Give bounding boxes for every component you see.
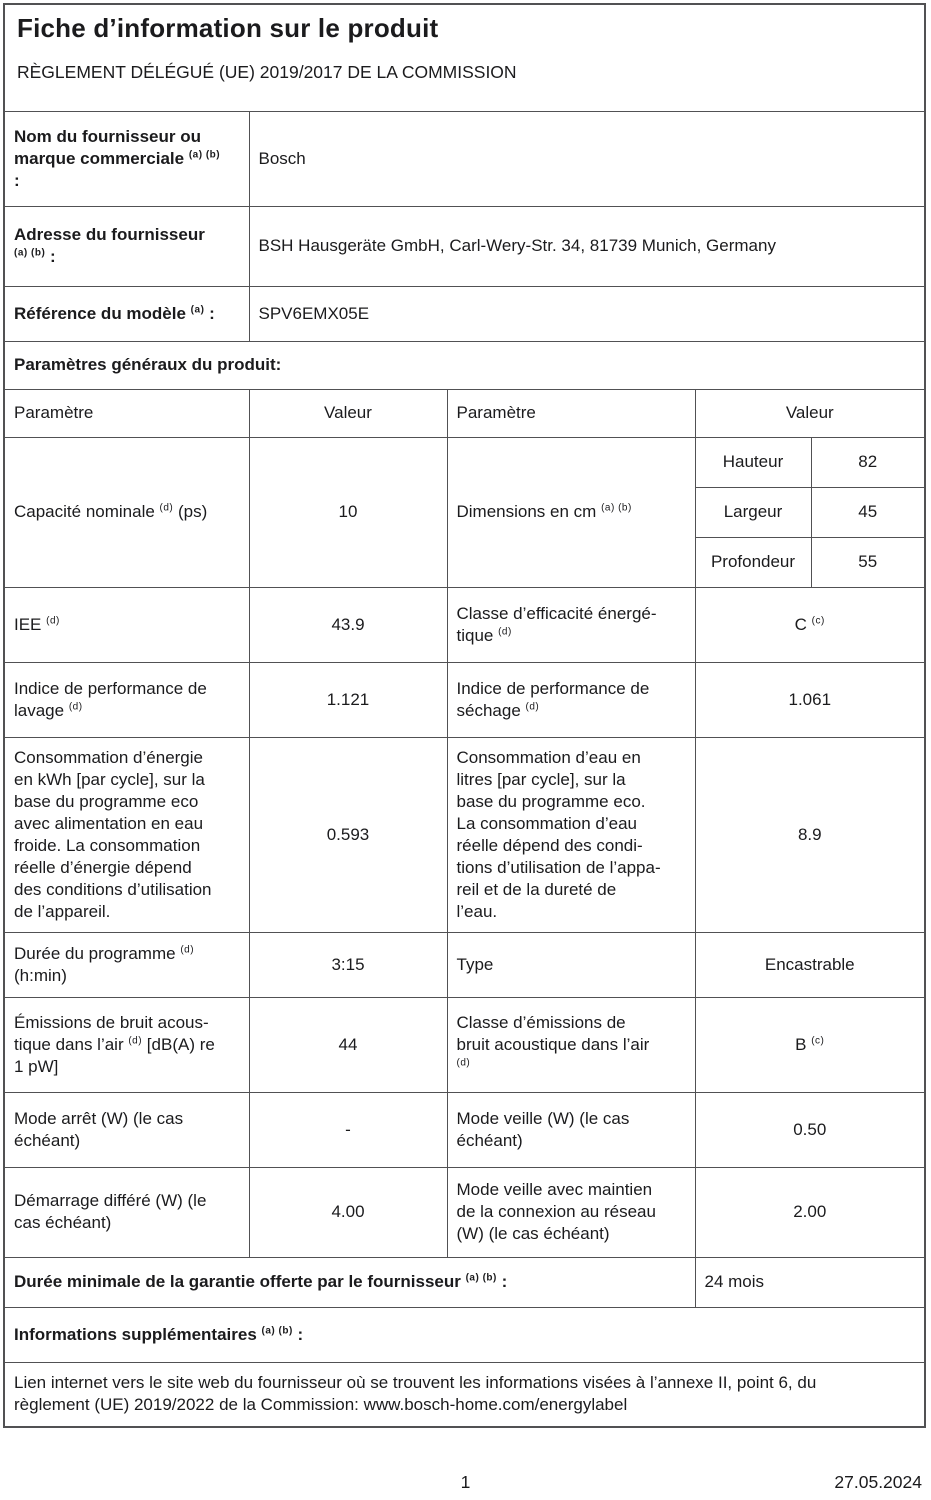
regulation-subtitle: RÈGLEMENT DÉLÉGUÉ (UE) 2019/2017 DE LA COMMISSION bbox=[17, 62, 517, 82]
supplier-name-row bbox=[4, 111, 925, 206]
noise-class-value: B $^{(c)}$ bbox=[695, 997, 925, 1092]
energy-class-label: Classe d’efficacité énergé- tique $^{(d)}$ bbox=[447, 587, 695, 662]
performance-index-row bbox=[4, 662, 925, 737]
dimension-depth-label: Profondeur bbox=[695, 537, 811, 587]
page-title: Fiche d’information sur le produit bbox=[17, 13, 439, 43]
networked-standby-label: Mode veille avec maintien de la connexion au réseau (W) (le cas échéant) bbox=[447, 1167, 695, 1257]
title-cell bbox=[4, 4, 925, 111]
water-consumption-label: Consommation d’eau en litres [par cycle], sur la base du programme eco. La consommation d’eau réelle dépend des condi- tions d’utilisation de l’appa- reil et de la dureté de l’eau. bbox=[447, 737, 695, 932]
delayed-start-label: Démarrage différé (W) (le cas échéant) bbox=[4, 1167, 249, 1257]
section-header-row bbox=[4, 341, 925, 389]
model-reference-label: Référence du modèle $^{(a)}$ : bbox=[4, 286, 249, 341]
delayed-start-value: 4.00 bbox=[249, 1167, 447, 1257]
link-note-text: Lien internet vers le site web du fournisseur où se trouvent les informations visées à l’annexe II, point 6, du règlement (UE) 2019/2022 de la Commission: www.bosch-home.com/energylabel bbox=[4, 1362, 925, 1427]
dimension-depth-value: 55 bbox=[811, 537, 925, 587]
column-header-row bbox=[4, 389, 925, 437]
type-label: Type bbox=[447, 932, 695, 997]
programme-duration-value: 3:15 bbox=[249, 932, 447, 997]
document-date: 27.05.2024 bbox=[834, 1472, 922, 1492]
programme-duration-label: Durée du programme $^{(d)}$ (h:min) bbox=[4, 932, 249, 997]
title-row bbox=[4, 4, 925, 111]
warranty-row bbox=[4, 1257, 925, 1307]
dimension-height-value: 82 bbox=[811, 437, 925, 487]
supplier-address-label: Adresse du fournisseur $^{(a) (b)}$ : bbox=[4, 206, 249, 286]
iee-value: 43.9 bbox=[249, 587, 447, 662]
supplier-name-label: Nom du fournisseur ou marque commerciale $^{(a) (b)}$ : bbox=[4, 111, 249, 206]
warranty-label: Durée minimale de la garantie offerte par le fournisseur $^{(a) (b)}$ : bbox=[4, 1257, 695, 1307]
off-mode-row bbox=[4, 1092, 925, 1167]
section-header: Paramètres généraux du produit: bbox=[4, 341, 925, 389]
supplier-name-value: Bosch bbox=[249, 111, 925, 206]
standby-mode-label: Mode veille (W) (le cas échéant) bbox=[447, 1092, 695, 1167]
dimensions-label: Dimensions en cm $^{(a) (b)}$ bbox=[447, 437, 695, 587]
supplier-address-row bbox=[4, 206, 925, 286]
model-reference-value: SPV6EMX05E bbox=[249, 286, 925, 341]
col-header-parameter-left: Paramètre bbox=[4, 389, 249, 437]
capacity-value: 10 bbox=[249, 437, 447, 587]
energy-class-value: C $^{(c)}$ bbox=[695, 587, 925, 662]
additional-info-label: Informations supplémentaires $^{(a) (b)}$ : bbox=[4, 1307, 925, 1362]
dimension-width-label: Largeur bbox=[695, 487, 811, 537]
energy-consumption-label: Consommation d’énergie en kWh [par cycle], sur la base du programme eco avec alimentation en eau froide. La consommation réelle d’énergie dépend des conditions d’utilisation de l’appareil. bbox=[4, 737, 249, 932]
noise-class-label: Classe d’émissions de bruit acoustique dans l’air $^{(d)}$ bbox=[447, 997, 695, 1092]
networked-standby-value: 2.00 bbox=[695, 1167, 925, 1257]
programme-duration-row bbox=[4, 932, 925, 997]
col-header-parameter-right: Paramètre bbox=[447, 389, 695, 437]
drying-index-value: 1.061 bbox=[695, 662, 925, 737]
additional-info-row bbox=[4, 1307, 925, 1362]
drying-index-label: Indice de performance de séchage $^{(d)}$ bbox=[447, 662, 695, 737]
link-note-row bbox=[4, 1362, 925, 1427]
off-mode-value: - bbox=[249, 1092, 447, 1167]
type-value: Encastrable bbox=[695, 932, 925, 997]
capacity-label: Capacité nominale $^{(d)}$ (ps) bbox=[4, 437, 249, 587]
washing-index-label: Indice de performance de lavage $^{(d)}$ bbox=[4, 662, 249, 737]
consumption-row bbox=[4, 737, 925, 932]
dimension-height-label: Hauteur bbox=[695, 437, 811, 487]
standby-mode-value: 0.50 bbox=[695, 1092, 925, 1167]
page-number: 1 bbox=[460, 1472, 471, 1492]
iee-label: IEE $^{(d)}$ bbox=[4, 587, 249, 662]
product-info-table bbox=[3, 3, 926, 1428]
noise-emission-label: Émissions de bruit acous- tique dans l’air $^{(d)}$ [dB(A) re 1 pW] bbox=[4, 997, 249, 1092]
noise-emission-value: 44 bbox=[249, 997, 447, 1092]
noise-row bbox=[4, 997, 925, 1092]
supplier-address-value: BSH Hausgeräte GmbH, Carl-Wery-Str. 34, 81739 Munich, Germany bbox=[249, 206, 925, 286]
off-mode-label: Mode arrêt (W) (le cas échéant) bbox=[4, 1092, 249, 1167]
col-header-value-right: Valeur bbox=[695, 389, 925, 437]
delayed-start-row bbox=[4, 1167, 925, 1257]
col-header-value-left: Valeur bbox=[249, 389, 447, 437]
energy-consumption-value: 0.593 bbox=[249, 737, 447, 932]
washing-index-value: 1.121 bbox=[249, 662, 447, 737]
warranty-value: 24 mois bbox=[695, 1257, 925, 1307]
model-reference-row bbox=[4, 286, 925, 341]
water-consumption-value: 8.9 bbox=[695, 737, 925, 932]
dimension-width-value: 45 bbox=[811, 487, 925, 537]
capacity-dimensions-row bbox=[4, 437, 925, 487]
iee-row bbox=[4, 587, 925, 662]
